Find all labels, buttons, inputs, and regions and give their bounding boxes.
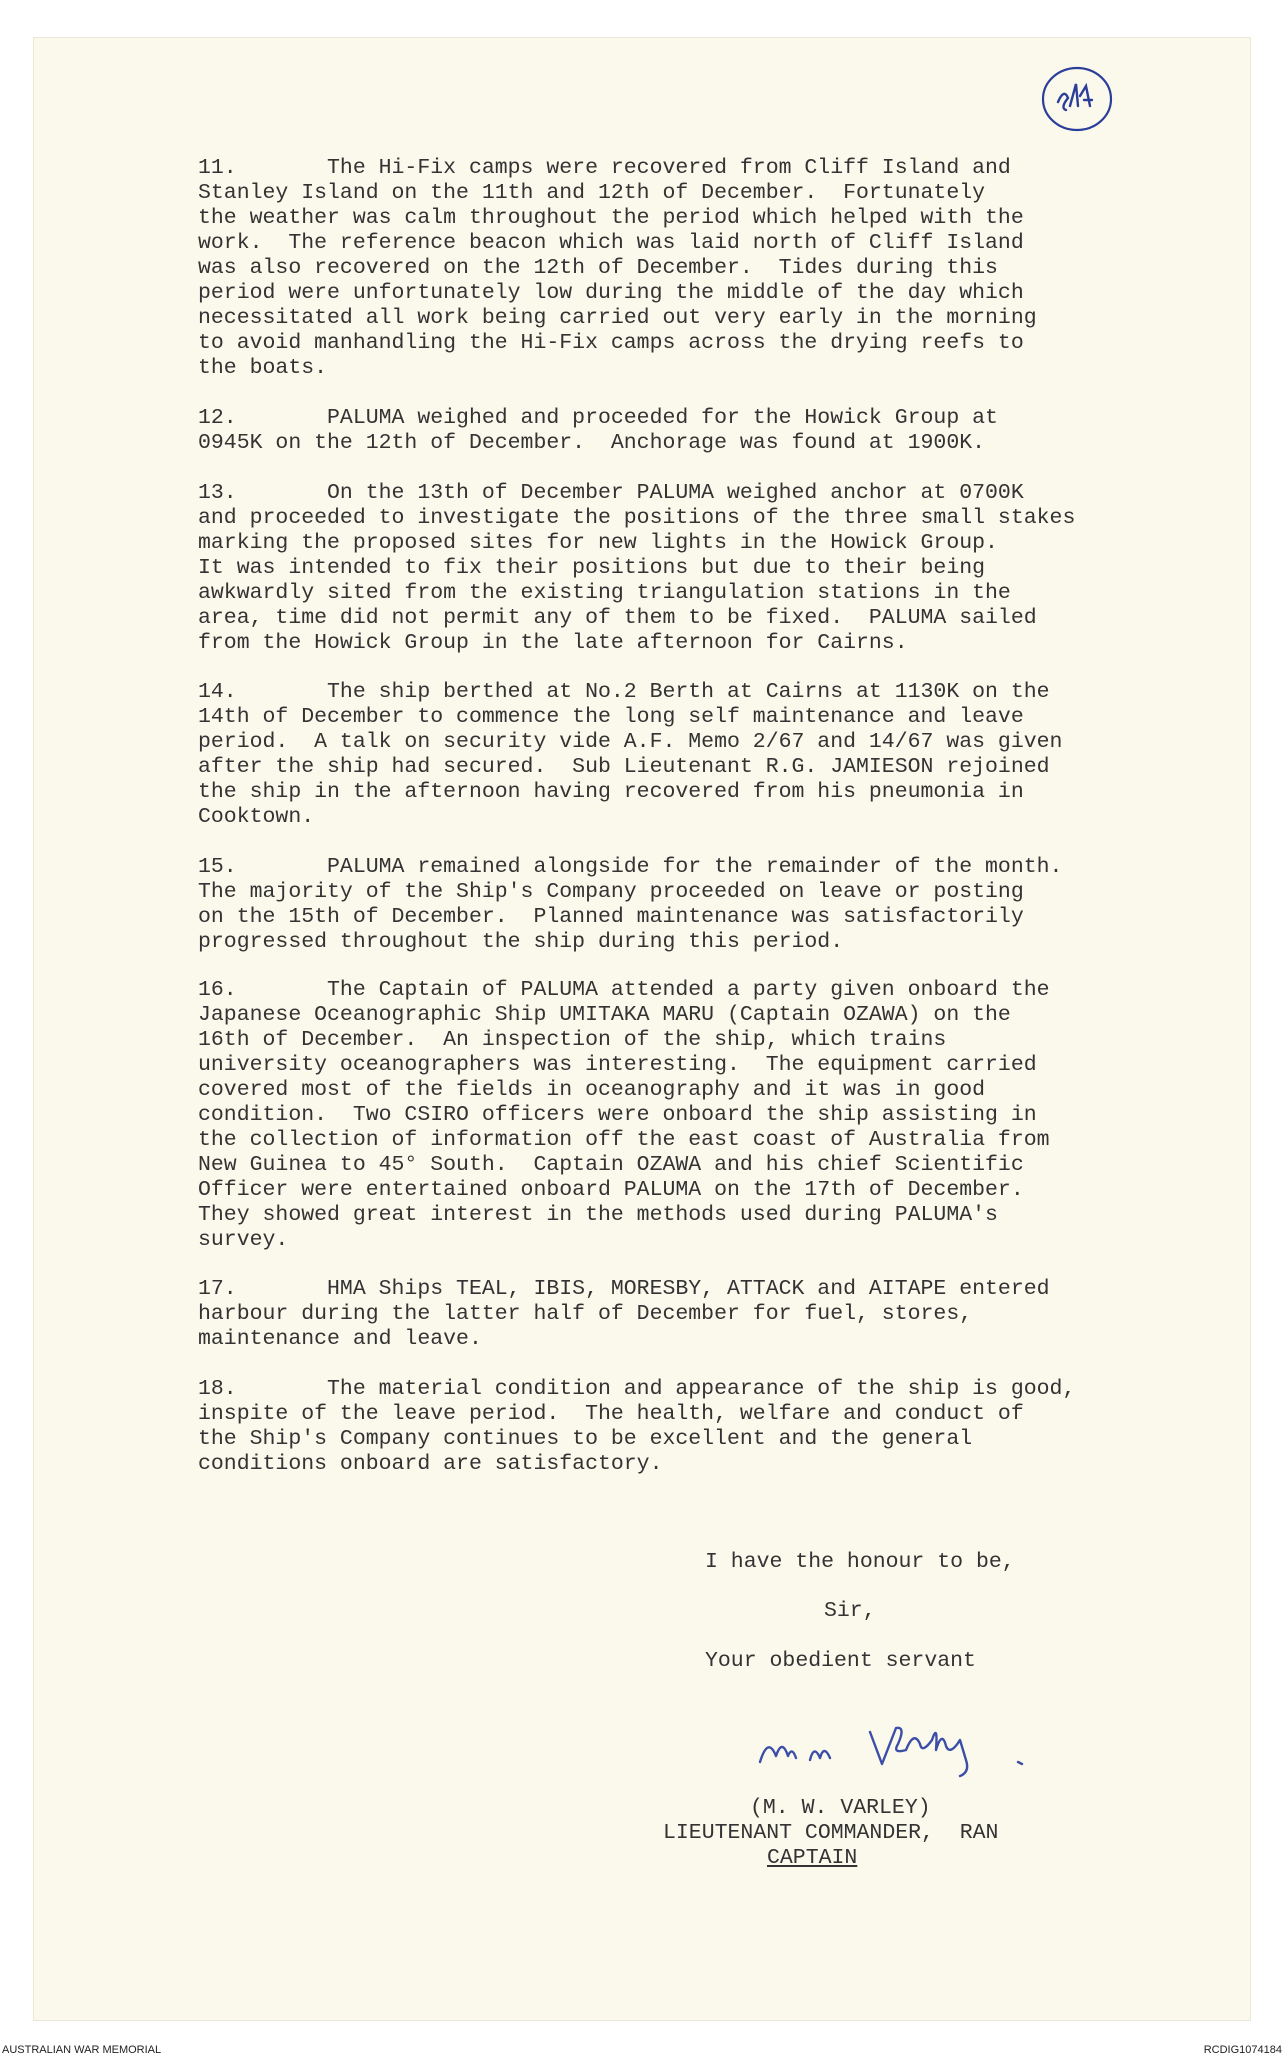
paragraph-12 xyxy=(198,406,1208,456)
paragraph-line: necessitated all work being carried out very early in the morning xyxy=(198,306,1037,330)
paragraph-line: 16. The Captain of PALUMA attended a party given onboard the xyxy=(198,978,1050,1002)
signatory-name: (M. W. VARLEY) xyxy=(750,1796,931,1820)
paragraph-line: Japanese Oceanographic Ship UMITAKA MARU (Captain OZAWA) on the xyxy=(198,1003,1011,1027)
paragraph-line: on the 15th of December. Planned maintenance was satisfactorily xyxy=(198,905,1024,929)
closing-salutation: I have the honour to be, xyxy=(705,1550,1015,1574)
paragraph-line: the Ship's Company continues to be excellent and the general xyxy=(198,1427,973,1451)
paragraph-line: 0945K on the 12th of December. Anchorage was found at 1900K. xyxy=(198,431,986,455)
paragraph-line: area, time did not permit any of them to be fixed. PALUMA sailed xyxy=(198,606,1037,630)
paragraph-line: university oceanographers was interesting. The equipment carried xyxy=(198,1053,1037,1077)
paragraph-line: The majority of the Ship's Company proceeded on leave or posting xyxy=(198,880,1024,904)
paragraph-line: and proceeded to investigate the positions of the three small stakes xyxy=(198,506,1076,530)
paragraph-line: conditions onboard are satisfactory. xyxy=(198,1452,663,1476)
paragraph-line: was also recovered on the 12th of December. Tides during this xyxy=(198,256,998,280)
paragraph-line: Cooktown. xyxy=(198,805,315,829)
paragraph-line: maintenance and leave. xyxy=(198,1327,482,1351)
footer-right: RCDIG1074184 xyxy=(1203,2044,1282,2056)
paragraph-line: progressed throughout the ship during this period. xyxy=(198,930,844,954)
paragraph-line: period were unfortunately low during the middle of the day which xyxy=(198,281,1024,305)
paragraph-line: 18. The material condition and appearance of the ship is good, xyxy=(198,1377,1076,1401)
paragraph-line: It was intended to fix their positions but due to their being xyxy=(198,556,986,580)
paragraph-line: 12. PALUMA weighed and proceeded for the Howick Group at xyxy=(198,406,998,430)
paragraph-line: They showed great interest in the methods used during PALUMA's xyxy=(198,1203,998,1227)
paragraph-line: awkwardly sited from the existing triangulation stations in the xyxy=(198,581,1011,605)
paragraph-line: 15. PALUMA remained alongside for the remainder of the month. xyxy=(198,855,1063,879)
paragraph-line: work. The reference beacon which was laid north of Cliff Island xyxy=(198,231,1024,255)
paragraph-13 xyxy=(198,481,1208,656)
paragraph-line: 11. The Hi-Fix camps were recovered from Cliff Island and xyxy=(198,156,1011,180)
paragraph-line: harbour during the latter half of December for fuel, stores, xyxy=(198,1302,973,1326)
paragraph-line: period. A talk on security vide A.F. Memo 2/67 and 14/67 was given xyxy=(198,730,1063,754)
paragraph-15 xyxy=(198,855,1208,955)
paragraph-line: the collection of information off the east coast of Australia from xyxy=(198,1128,1050,1152)
closing-sir: Sir, xyxy=(824,1599,876,1623)
paragraph-line: after the ship had secured. Sub Lieutenant R.G. JAMIESON rejoined xyxy=(198,755,1050,779)
paragraph-line: to avoid manhandling the Hi-Fix camps across the drying reefs to xyxy=(198,331,1024,355)
paragraph-line: 14th of December to commence the long self maintenance and leave xyxy=(198,705,1024,729)
paragraph-line: from the Howick Group in the late afternoon for Cairns. xyxy=(198,631,908,655)
initials-stamp xyxy=(1040,62,1114,136)
footer-left: AUSTRALIAN WAR MEMORIAL xyxy=(2,2044,162,2056)
paragraph-line: New Guinea to 45° South. Captain OZAWA and his chief Scientific xyxy=(198,1153,1024,1177)
paragraph-16 xyxy=(198,978,1208,1253)
paragraph-line: the ship in the afternoon having recovered from his pneumonia in xyxy=(198,780,1024,804)
paragraph-line: the weather was calm throughout the period which helped with the xyxy=(198,206,1024,230)
paragraph-line: 16th of December. An inspection of the ship, which trains xyxy=(198,1028,947,1052)
paragraph-11 xyxy=(198,156,1208,381)
paragraph-line: inspite of the leave period. The health, welfare and conduct of xyxy=(198,1402,1024,1426)
paragraph-line: survey. xyxy=(198,1228,289,1252)
paragraph-18 xyxy=(198,1377,1208,1477)
closing-servant: Your obedient servant xyxy=(705,1649,976,1673)
handwritten-signature xyxy=(750,1712,1110,1782)
paragraph-17 xyxy=(198,1277,1208,1352)
signatory-rank: LIEUTENANT COMMANDER, RAN xyxy=(663,1821,999,1845)
paragraph-line: marking the proposed sites for new lights in the Howick Group. xyxy=(198,531,998,555)
paragraph-line: covered most of the fields in oceanography and it was in good xyxy=(198,1078,986,1102)
paragraph-line: 14. The ship berthed at No.2 Berth at Cairns at 1130K on the xyxy=(198,680,1050,704)
paragraph-line: Officer were entertained onboard PALUMA on the 17th of December. xyxy=(198,1178,1024,1202)
paragraph-line: condition. Two CSIRO officers were onboard the ship assisting in xyxy=(198,1103,1037,1127)
paragraph-line: 17. HMA Ships TEAL, IBIS, MORESBY, ATTACK and AITAPE entered xyxy=(198,1277,1050,1301)
paragraph-line: 13. On the 13th of December PALUMA weighed anchor at 0700K xyxy=(198,481,1024,505)
paragraph-14 xyxy=(198,680,1208,830)
paragraph-line: the boats. xyxy=(198,356,328,380)
signatory-role: CAPTAIN xyxy=(767,1846,858,1870)
paragraph-line: Stanley Island on the 11th and 12th of December. Fortunately xyxy=(198,181,986,205)
